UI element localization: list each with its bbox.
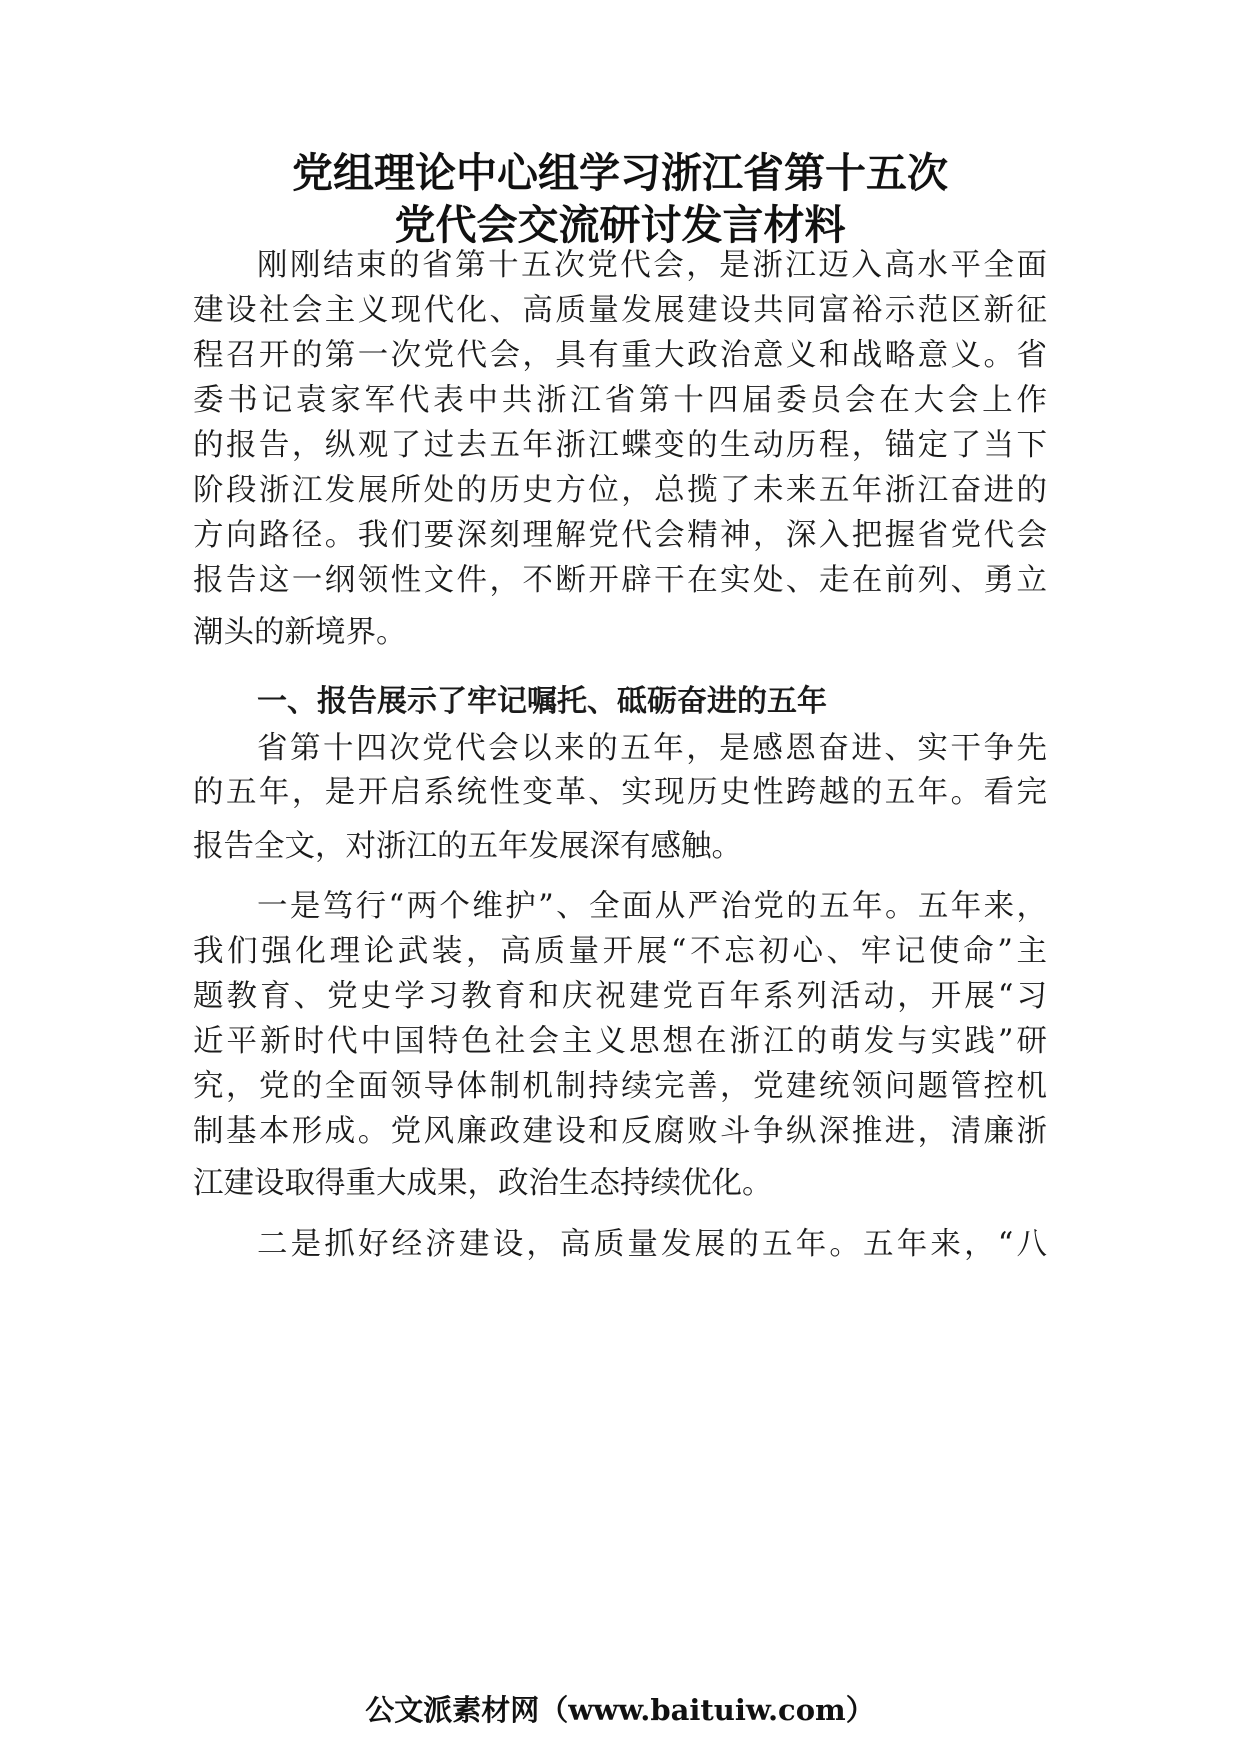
paragraph-3-line-7: 江建设取得重大成果，政治生态持续优化。 xyxy=(193,1166,773,1201)
paragraph-4-line-1: 二是抓好经济建设，高质量发展的五年。五年来，“八 xyxy=(257,1227,1047,1262)
paragraph-3-line-5: 究，党的全面领导体制机制持续完善，党建统领问题管控机 xyxy=(193,1069,1047,1104)
paragraph-2-line-1: 省第十四次党代会以来的五年，是感恩奋进、实干争先 xyxy=(257,731,1047,766)
paragraph-1-line-2: 建设社会主义现代化、高质量发展建设共同富裕示范区新征 xyxy=(193,293,1047,328)
footer-source: 公文派素材网（www.baituiw.com） xyxy=(365,1693,875,1727)
paragraph-3-line-6: 制基本形成。党风廉政建设和反腐败斗争纵深推进，清廉浙 xyxy=(193,1114,1047,1149)
paragraph-1-line-9: 潮头的新境界。 xyxy=(193,615,407,650)
paragraph-3-line-1: 一是笃行“两个维护”、全面从严治党的五年。五年来， xyxy=(257,889,1047,924)
paragraph-1-line-4: 委书记袁家军代表中共浙江省第十四届委员会在大会上作 xyxy=(193,383,1047,418)
paragraph-1-line-8: 报告这一纲领性文件，不断开辟干在实处、走在前列、勇立 xyxy=(193,563,1047,598)
document-title-line-2: 党代会交流研讨发言材料 xyxy=(394,201,846,249)
document-title-line-1: 党组理论中心组学习浙江省第十五次 xyxy=(292,149,948,197)
paragraph-1-line-1: 刚刚结束的省第十五次党代会，是浙江迈入高水平全面 xyxy=(257,248,1047,283)
paragraph-2-line-3: 报告全文，对浙江的五年发展深有感触。 xyxy=(193,829,742,864)
paragraph-3-line-4: 近平新时代中国特色社会主义思想在浙江的萌发与实践”研 xyxy=(193,1024,1047,1059)
paragraph-3-line-2: 我们强化理论武装，高质量开展“不忘初心、牢记使命”主 xyxy=(193,934,1047,969)
paragraph-1-line-5: 的报告，纵观了过去五年浙江蝶变的生动历程，锚定了当下 xyxy=(193,428,1047,463)
section-heading-1: 一、报告展示了牢记嘱托、砥砺奋进的五年 xyxy=(257,684,827,719)
paragraph-3-line-3: 题教育、党史学习教育和庆祝建党百年系列活动，开展“习 xyxy=(193,979,1047,1014)
paragraph-1-line-6: 阶段浙江发展所处的历史方位，总揽了未来五年浙江奋进的 xyxy=(193,473,1047,508)
paragraph-1-line-3: 程召开的第一次党代会，具有重大政治意义和战略意义。省 xyxy=(193,338,1047,373)
paragraph-2-line-2: 的五年，是开启系统性变革、实现历史性跨越的五年。看完 xyxy=(193,775,1047,810)
paragraph-1-line-7: 方向路径。我们要深刻理解党代会精神，深入把握省党代会 xyxy=(193,518,1047,553)
